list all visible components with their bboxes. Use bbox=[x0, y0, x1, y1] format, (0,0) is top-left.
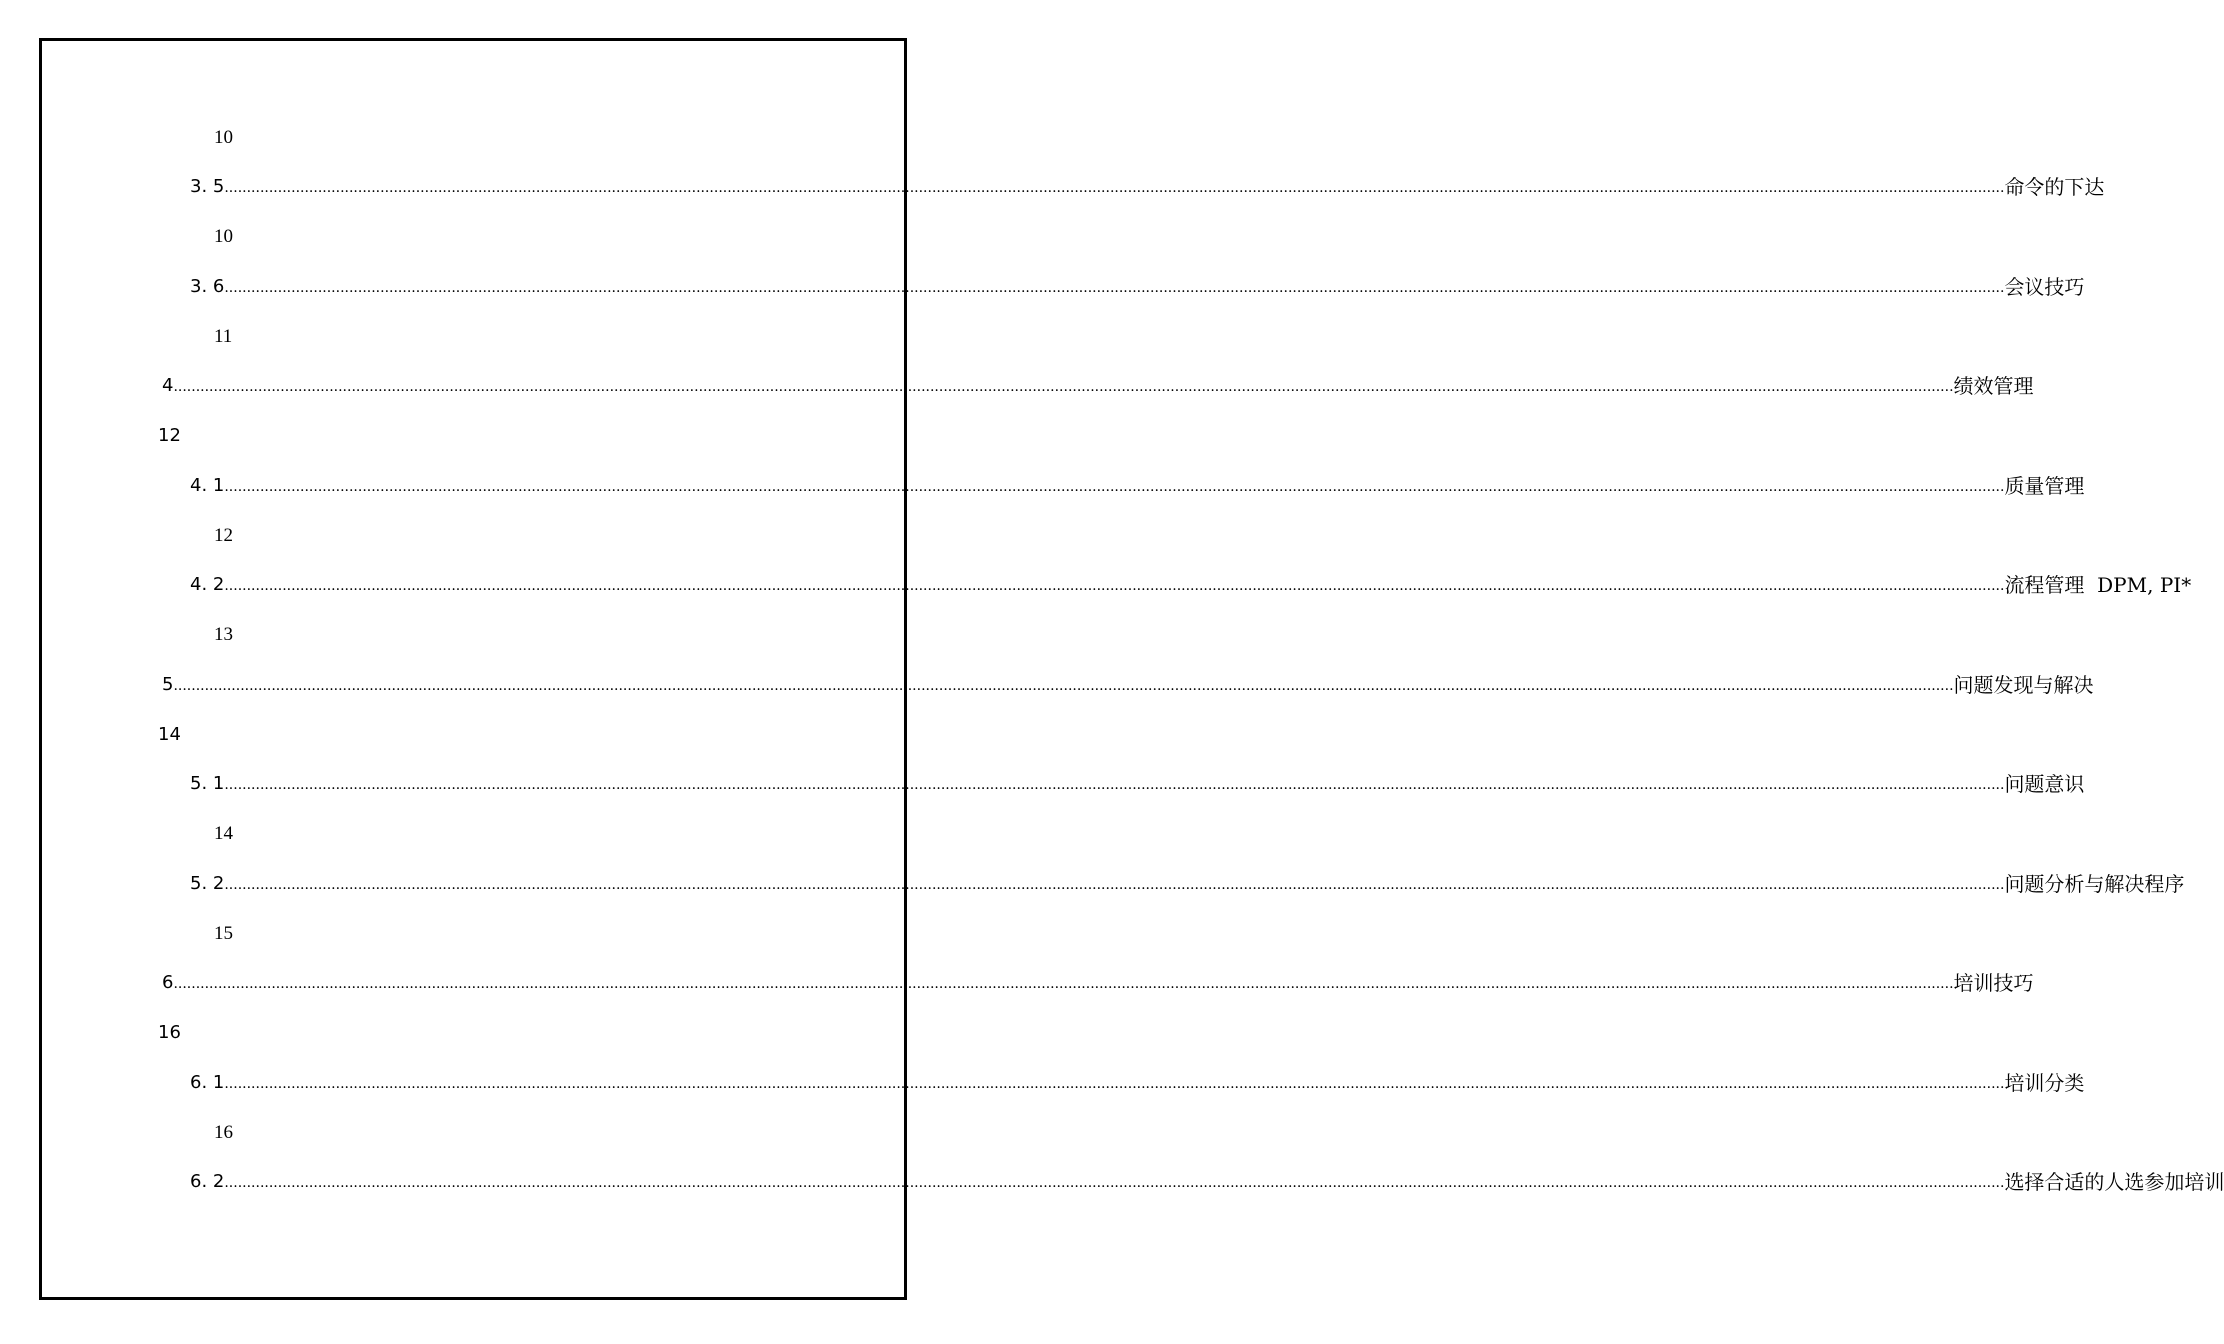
toc-entry-5[interactable] bbox=[162, 671, 2094, 699]
toc-entry-number: 6. 2 bbox=[190, 1171, 225, 1192]
toc-entry-number: 4 bbox=[162, 375, 174, 396]
toc-entry-number: 3. 5 bbox=[190, 176, 225, 197]
toc-entry-title: 质量管理 bbox=[2004, 474, 2085, 498]
toc-entry-title: 问题分析与解决程序 bbox=[2004, 872, 2185, 896]
toc-entry-number: 4. 2 bbox=[190, 574, 225, 595]
toc-leader-dots: ................................................................................................................................................................................................................................................................................................................................................................................................................ bbox=[224, 280, 2005, 296]
toc-entry-title: 会议技巧 bbox=[2004, 275, 2085, 299]
toc-entry-title: 问题意识 bbox=[2004, 772, 2085, 796]
toc-page-number: 12 bbox=[158, 425, 181, 446]
toc-entry-title: 命令的下达 bbox=[2004, 175, 2105, 199]
toc-entry-number: 5. 1 bbox=[190, 773, 225, 794]
toc-entry-number: 4. 1 bbox=[190, 475, 225, 496]
toc-entry-5-2[interactable] bbox=[190, 870, 2185, 898]
toc-leader-dots: ................................................................................................................................................................................................................................................................................................................................................................................................................ bbox=[224, 1076, 2005, 1092]
toc-entry-title: 培训分类 bbox=[2004, 1071, 2085, 1095]
toc-leader-dots: ................................................................................................................................................................................................................................................................................................................................................................................................................ bbox=[173, 379, 1954, 395]
toc-entry-number: 6 bbox=[162, 972, 174, 993]
toc-page-number: 10 bbox=[214, 226, 233, 247]
toc-entry-4-2[interactable] bbox=[190, 571, 2192, 599]
toc-leader-dots: ................................................................................................................................................................................................................................................................................................................................................................................................................ bbox=[224, 1175, 2005, 1191]
toc-page-number: 12 bbox=[214, 525, 233, 546]
toc-entry-number: 6. 1 bbox=[190, 1072, 225, 1093]
toc-page-number: 10 bbox=[214, 127, 233, 148]
toc-page-number: 15 bbox=[214, 923, 233, 944]
page-border bbox=[39, 38, 907, 1300]
toc-page-number: 16 bbox=[214, 1122, 233, 1143]
toc-entry-3-6[interactable] bbox=[190, 273, 2085, 301]
toc-leader-dots: ................................................................................................................................................................................................................................................................................................................................................................................................................ bbox=[224, 578, 2005, 594]
toc-leader-dots: ................................................................................................................................................................................................................................................................................................................................................................................................................ bbox=[173, 678, 1954, 694]
toc-entry-title: 流程管理 DPM, PI* bbox=[2004, 573, 2192, 597]
toc-entry-number: 5. 2 bbox=[190, 873, 225, 894]
toc-entry-title: 选择合适的人选参加培训 bbox=[2004, 1170, 2224, 1194]
toc-page-number: 14 bbox=[158, 724, 181, 745]
toc-page-number: 14 bbox=[214, 823, 233, 844]
toc-entry-6[interactable] bbox=[162, 969, 2034, 997]
toc-leader-dots: ................................................................................................................................................................................................................................................................................................................................................................................................................ bbox=[224, 877, 2005, 893]
toc-page-number: 13 bbox=[214, 624, 233, 645]
toc-leader-dots: ................................................................................................................................................................................................................................................................................................................................................................................................................ bbox=[224, 180, 2005, 196]
toc-entry-5-1[interactable] bbox=[190, 770, 2085, 798]
toc-entry-6-2[interactable] bbox=[190, 1168, 2224, 1196]
toc-leader-dots: ................................................................................................................................................................................................................................................................................................................................................................................................................ bbox=[173, 976, 1954, 992]
toc-page-number: 11 bbox=[214, 326, 233, 347]
toc-entry-6-1[interactable] bbox=[190, 1069, 2085, 1097]
toc-entry-3-5[interactable] bbox=[190, 173, 2105, 201]
toc-leader-dots: ................................................................................................................................................................................................................................................................................................................................................................................................................ bbox=[224, 777, 2005, 793]
toc-page-number: 16 bbox=[158, 1022, 181, 1043]
toc-leader-dots: ................................................................................................................................................................................................................................................................................................................................................................................................................ bbox=[224, 479, 2005, 495]
toc-entry-number: 5 bbox=[162, 674, 174, 695]
toc-entry-4-1[interactable] bbox=[190, 472, 2085, 500]
toc-entry-title: 问题发现与解决 bbox=[1953, 673, 2094, 697]
toc-entry-title: 培训技巧 bbox=[1953, 971, 2034, 995]
toc-entry-number: 3. 6 bbox=[190, 276, 225, 297]
toc-entry-title: 绩效管理 bbox=[1953, 374, 2034, 398]
toc-entry-4[interactable] bbox=[162, 372, 2034, 400]
